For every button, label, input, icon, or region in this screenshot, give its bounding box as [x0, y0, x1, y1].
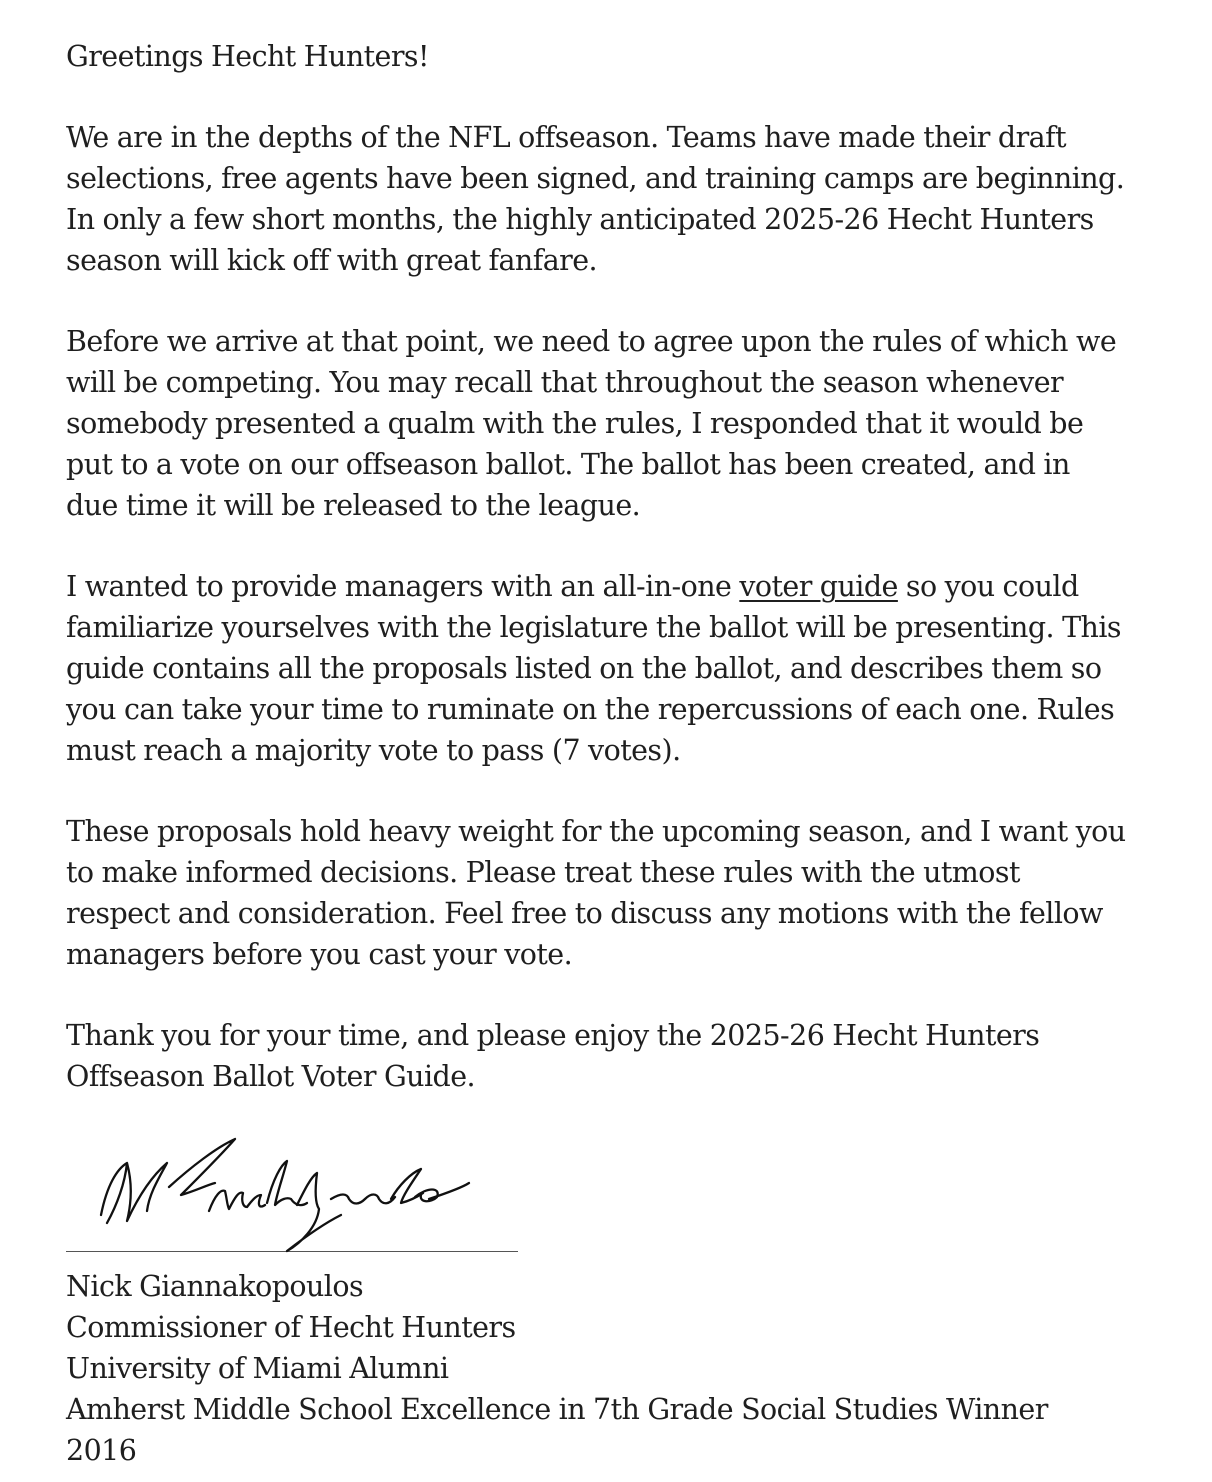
paragraph-voter-guide-rest: so you could familiarize yourselves with the legislature the ballot will be presenting. This guide contains all the proposals listed on the ballot, and describes them so you can take your time to ruminate on the repercussions of each one. Rules must reach a majority vote to pass (7 votes). — [66, 570, 1121, 767]
signature-line — [66, 1251, 518, 1252]
paragraph-voter-guide — [66, 566, 1126, 771]
signer-title: Commissioner of Hecht Hunters — [66, 1311, 516, 1344]
paragraph-thanks: Thank you for your time, and please enjoy the 2025-26 Hecht Hunters Offseason Ballot Voter Guide. — [66, 1019, 1040, 1093]
paragraph-offseason: We are in the depths of the NFL offseason. Teams have made their draft selections, free agents have been signed, and training camps are beginning. In only a few short months, the highly anticipated 2025-26 Hecht Hunters season will kick off with great fanfare. — [66, 121, 1125, 277]
greeting: Greetings Hecht Hunters! — [66, 40, 429, 73]
handwritten-signature — [91, 1133, 491, 1253]
voter-guide-link[interactable]: voter guide — [739, 570, 898, 603]
signer-alma-mater: University of Miami Alumni — [66, 1352, 449, 1385]
signature-details — [66, 1266, 1126, 1471]
paragraph-proposals: These proposals hold heavy weight for the upcoming season, and I want you to make informed decisions. Please treat these rules with the utmost respect and consideration. Feel free to discuss any motions with the fellow managers before you cast your vote. — [66, 815, 1126, 971]
letter-page — [66, 36, 1126, 1471]
signer-name: Nick Giannakopoulos — [66, 1270, 364, 1303]
paragraph-rules: Before we arrive at that point, we need to agree upon the rules of which we will be competing. You may recall that throughout the season whenever somebody presented a qualm with the rules, I responded that it would be put to a vote on our offseason ballot. The ballot has been created, and in due time it will be released to the league. — [66, 325, 1117, 522]
signer-award: Amherst Middle School Excellence in 7th Grade Social Studies Winner 2016 — [66, 1393, 1048, 1467]
paragraph-voter-guide-intro: I wanted to provide managers with an all-in-one — [66, 570, 740, 603]
signature-block — [66, 1133, 1126, 1471]
